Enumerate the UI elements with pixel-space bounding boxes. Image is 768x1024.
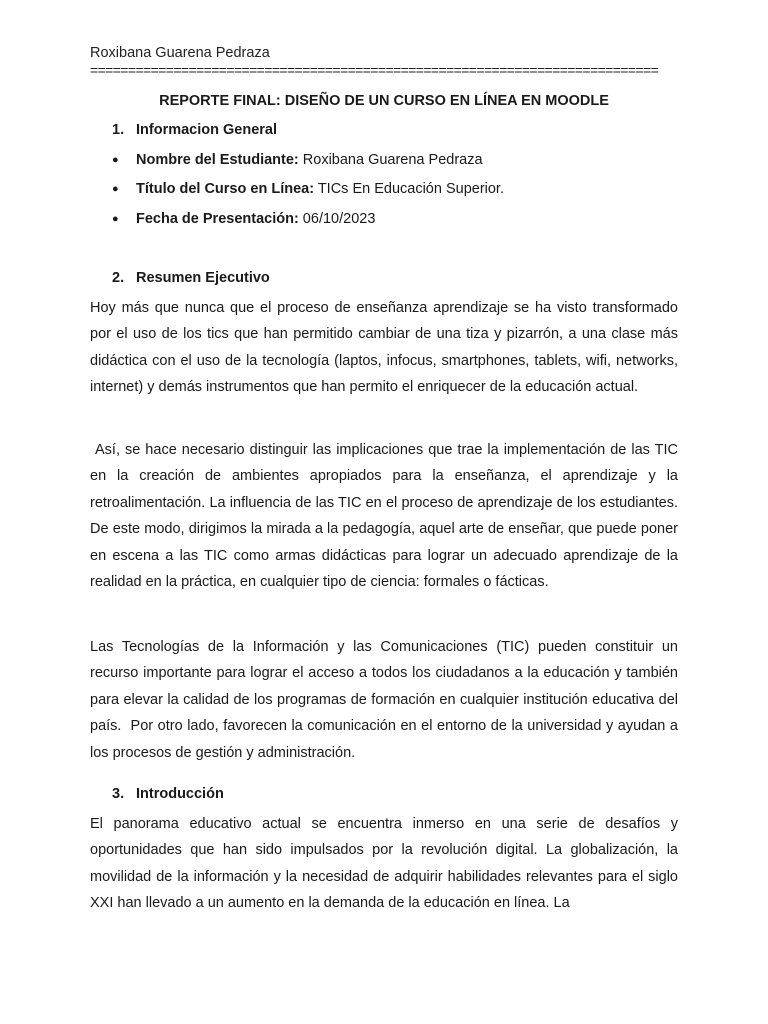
section-heading-intro — [112, 786, 224, 802]
paragraph-resumen-3: Las Tecnologías de la Información y las Comunicaciones (TIC) pueden constituir un recurso importante para lograr el acceso a todos los ciudadanos a la educación y también para elevar la calidad de los programas de formación en cualquier institución educativa del país. Por otro lado, favorecen la comunicación en el entorno de la universidad y ayudan a los procesos de gestión y administración. — [90, 639, 683, 761]
header-rule: =========================================================================== — [90, 62, 659, 78]
section-label: Introducción — [136, 786, 224, 802]
header-author: Roxibana Guarena Pedraza — [90, 45, 270, 61]
section-label: Resumen Ejecutivo — [136, 270, 270, 286]
paragraph-intro-1: El panorama educativo actual se encuentra inmerso en una serie de desafíos y oportunidades que han sido impulsados por la revolución digital. La globalización, la movilidad de la información y la necesidad de adquirir habilidades relevantes para el siglo XXI han llevado a un aumento en la demanda de la educación en línea. La — [90, 816, 678, 912]
paragraph-resumen-1: Hoy más que nunca que el proceso de enseñanza aprendizaje se ha visto transformado por el uso de los tics que han permitido cambiar de una tiza y pizarrón, a una clase más didáctica con el uso de la tecnología (laptos, infocus, smartphones, tablets, wifi, networks, internet) y demás instrumentos que han permito el enriquecer de la educación actual. — [90, 300, 678, 396]
info-value: 06/10/2023 — [298, 211, 376, 227]
document-title: REPORTE FINAL: DISEÑO DE UN CURSO EN LÍNEA EN MOODLE — [159, 93, 609, 109]
info-value: TICs En Educación Superior. — [314, 181, 504, 197]
section-heading-resumen — [112, 270, 270, 286]
section-number: 3. — [112, 786, 125, 802]
bullet-icon: ● — [112, 213, 119, 225]
section-number: 2. — [112, 270, 125, 286]
info-item-date — [112, 211, 375, 227]
paragraph-resumen-2: Así, se hace necesario distinguir las implicaciones que trae la implementación de las TIC en la creación de ambientes apropiados para la enseñanza, el aprendizaje y la retroalimentación. La influencia de las TIC en el proceso de aprendizaje de los estudiantes. De este modo, dirigimos la mirada a la pedagogía, aquel arte de enseñar, que puede poner en escena a las TIC como armas didácticas para lograr un adecuado aprendizaje de la realidad en la práctica, en cualquier tipo de ciencia: formales o fácticas. — [90, 442, 683, 591]
info-item-student — [112, 152, 483, 168]
section-heading-general — [112, 122, 277, 138]
info-label: Título del Curso en Línea: — [136, 181, 315, 197]
info-label: Fecha de Presentación: — [136, 211, 299, 227]
info-label: Nombre del Estudiante: — [136, 152, 299, 168]
section-number: 1. — [112, 122, 125, 138]
section-label: Informacion General — [136, 122, 278, 138]
bullet-icon: ● — [112, 183, 119, 195]
info-item-course — [112, 181, 504, 197]
bullet-icon: ● — [112, 154, 119, 166]
info-value: Roxibana Guarena Pedraza — [298, 152, 483, 168]
